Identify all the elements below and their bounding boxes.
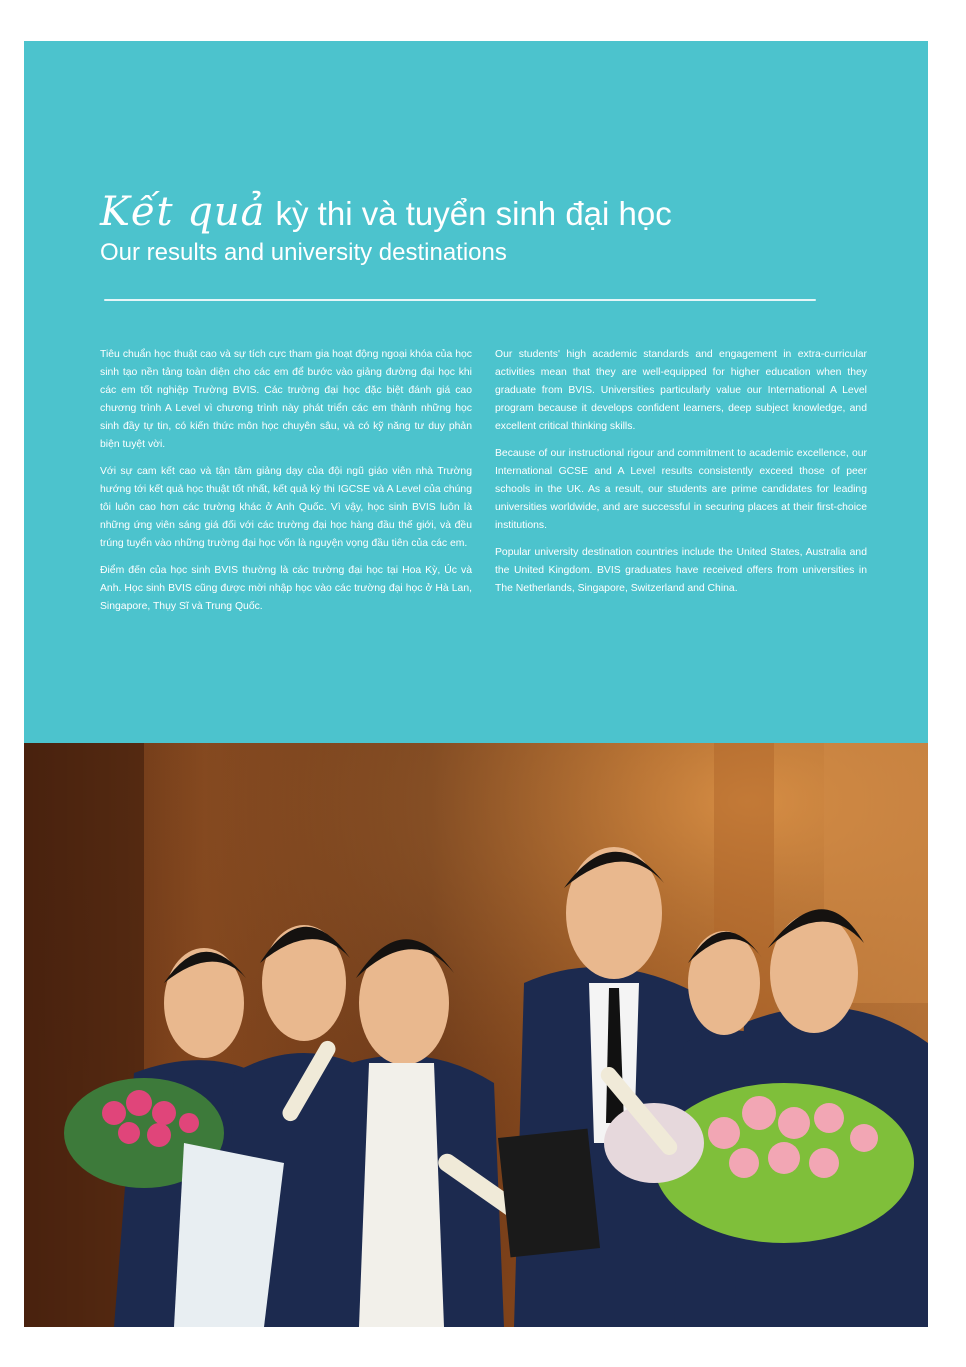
- page-title: [100, 189, 672, 267]
- english-column: [495, 346, 867, 607]
- title-script: Kết quả: [100, 189, 266, 235]
- graduation-photo: [24, 743, 928, 1327]
- vietnamese-column: [100, 346, 472, 625]
- en-paragraph-1: Our students' high academic standards and engagement in extra-curricular activities mean that they are well-equipped for higher education when they graduate from BVIS. Universities particularly value our International A Level program because it develops confident learners, deep subject knowledge, and excellent critical thinking skills.: [495, 349, 867, 432]
- title-vietnamese: kỳ thi và tuyển sinh đại học: [275, 195, 672, 232]
- en-paragraph-2: Because of our instructional rigour and commitment to academic excellence, our International GCSE and A Level results consistently exceed those of peer schools in the UK. As a result, our students are prime candidates for leading universities worldwide, and are successful in securing places at their first-choice institutions.: [495, 448, 867, 531]
- vn-paragraph-1: Tiêu chuẩn học thuật cao và sự tích cực tham gia hoạt động ngoại khóa của học sinh tạo nền tảng toàn diện cho các em để bước vào giảng đường đại học khi các em tốt nghiệp Trường BVIS. Các trường đại học đặc biệt đánh giá cao chương trình A Level vì chương trình này phát triển các em thành những học sinh đầy tự tin, có kiến thức môn học chuyên sâu, và có kỹ năng tư duy phản biện tuyệt vời.: [100, 349, 472, 450]
- title-english: Our results and university destinations: [100, 239, 507, 266]
- divider-rule: [104, 299, 816, 301]
- graduation-photo-illustration: [24, 743, 928, 1327]
- vn-paragraph-2: Với sự cam kết cao và tận tâm giảng dạy của đội ngũ giáo viên nhà Trường hướng tới kết quả học thuật tốt nhất, kết quả kỳ thi IGCSE và A Level của chúng tôi luôn cao hơn các trường khác ở Anh Quốc. Vì vậy, học sinh BVIS luôn là những ứng viên sáng giá đối với các trường đại học hàng đầu thế giới, và đều trúng tuyển vào những trường đại học vốn là nguyện vọng đầu tiên của các em.: [100, 466, 472, 549]
- teal-header-panel: [24, 41, 928, 743]
- title-line: [100, 189, 672, 235]
- en-paragraph-3: Popular university destination countries include the United States, Australia and the United Kingdom. BVIS graduates have received offers from universities in The Netherlands, Singapore, Switzerland and China.: [495, 547, 867, 594]
- vn-paragraph-3: Điểm đến của học sinh BVIS thường là các trường đại học tại Hoa Kỳ, Úc và Anh. Học sinh BVIS cũng được mời nhập học vào các trường đại học ở Hà Lan, Singapore, Thụy Sĩ và Trung Quốc.: [100, 565, 472, 612]
